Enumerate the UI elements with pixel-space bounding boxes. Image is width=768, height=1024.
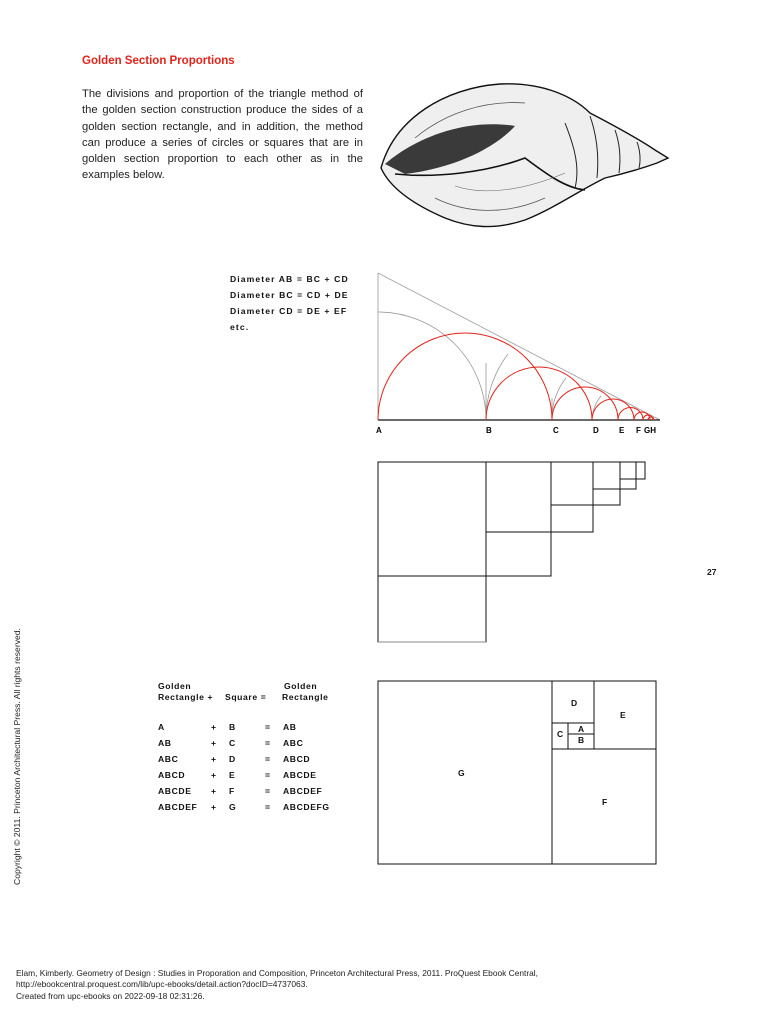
table-header: Golden <box>284 681 318 691</box>
table-cell: = <box>265 770 271 780</box>
composite-label: D <box>571 698 578 708</box>
arc-label: B <box>486 426 492 435</box>
composite-label: F <box>602 797 608 807</box>
shell-illustration <box>375 78 675 233</box>
arc-label: F <box>636 426 641 435</box>
table-cell: ABCD <box>283 754 311 764</box>
arc-label: GH <box>644 426 656 435</box>
table-cell: ABCDE <box>283 770 317 780</box>
table-cell: C <box>229 738 236 748</box>
table-cell: = <box>265 786 271 796</box>
formula-line: Diameter CD = DE + EF <box>230 306 348 316</box>
table-cell: + <box>211 770 217 780</box>
table-cell: ABCDE <box>158 786 192 796</box>
table-cell: B <box>229 722 236 732</box>
table-cell: + <box>211 738 217 748</box>
table-cell: ABC <box>158 754 179 764</box>
footer-line: Created from upc-ebooks on 2022-09-18 02:31:26. <box>16 990 205 1001</box>
table-cell: A <box>158 722 165 732</box>
composite-label: E <box>620 710 626 720</box>
composite-lines <box>378 681 656 864</box>
square-large <box>378 462 486 642</box>
composite-label: G <box>458 768 465 778</box>
composite-label: A <box>578 724 585 734</box>
intro-paragraph: The divisions and proportion of the triangle method of the golden section construction produce the sides of a golden section rectangle, and in addition, the method can produce a series of circles or squares that are in golden section proportion to each other as in the examples below. <box>82 88 363 182</box>
table-cell: ABCD <box>158 770 186 780</box>
squares-stroked <box>378 462 645 642</box>
table-cell: + <box>211 722 217 732</box>
citation-footer <box>16 968 538 1002</box>
table-cell: D <box>229 754 236 764</box>
table-cell: = <box>265 754 271 764</box>
arc-label: A <box>376 426 382 435</box>
table-cell: = <box>265 802 271 812</box>
table-cell: = <box>265 722 271 732</box>
arc-label: C <box>553 426 559 435</box>
arc-label: D <box>593 426 599 435</box>
table-cell: + <box>211 754 217 764</box>
table-header: Rectangle <box>282 692 329 702</box>
golden-arcs <box>378 333 654 420</box>
table-header: Rectangle + <box>158 692 214 702</box>
footer-line[interactable]: http://ebookcentral.proquest.com/lib/upc-ebooks/detail.action?docID=4737063. <box>16 979 308 990</box>
footer-line: Elam, Kimberly. Geometry of Design : Studies in Proporation and Composition, Princeton Architectural Press, 2011. ProQuest Ebook Central, <box>16 968 538 978</box>
formula-line: Diameter AB = BC + CD <box>230 274 349 284</box>
table-cell: AB <box>158 738 172 748</box>
formula-line: etc. <box>230 322 250 332</box>
construction-lines <box>378 273 660 420</box>
golden-rectangle-composite <box>360 672 670 872</box>
table-header: Golden <box>158 681 192 691</box>
table-header: Square = <box>225 692 267 702</box>
page-number: 27 <box>707 567 717 577</box>
composite-label: B <box>578 735 585 745</box>
table-cell: G <box>229 802 237 812</box>
arc-cd <box>552 387 618 420</box>
golden-circles-diagram <box>360 268 700 448</box>
hypotenuse <box>378 273 660 420</box>
table-cell: AB <box>283 722 297 732</box>
table-cell: + <box>211 802 217 812</box>
rect-outer <box>378 681 656 864</box>
table-cell: + <box>211 786 217 796</box>
page-title: Golden Section Proportions <box>82 55 235 67</box>
copyright-notice: Copyright © 2011. Princeton Architectural Press. All rights reserved. <box>12 628 22 885</box>
composite-label: C <box>557 729 564 739</box>
arc-label: E <box>619 426 625 435</box>
table-cell: ABCDEFG <box>283 802 330 812</box>
table-cell: ABCDEF <box>283 786 323 796</box>
table-cell: = <box>265 738 271 748</box>
table-cell: F <box>229 786 235 796</box>
arc-ab <box>378 333 552 420</box>
table-cell: ABCDEF <box>158 802 198 812</box>
table-cell: E <box>229 770 236 780</box>
formula-line: Diameter BC = CD + DE <box>230 290 349 300</box>
golden-squares-diagram <box>360 455 660 645</box>
table-cell: ABC <box>283 738 304 748</box>
